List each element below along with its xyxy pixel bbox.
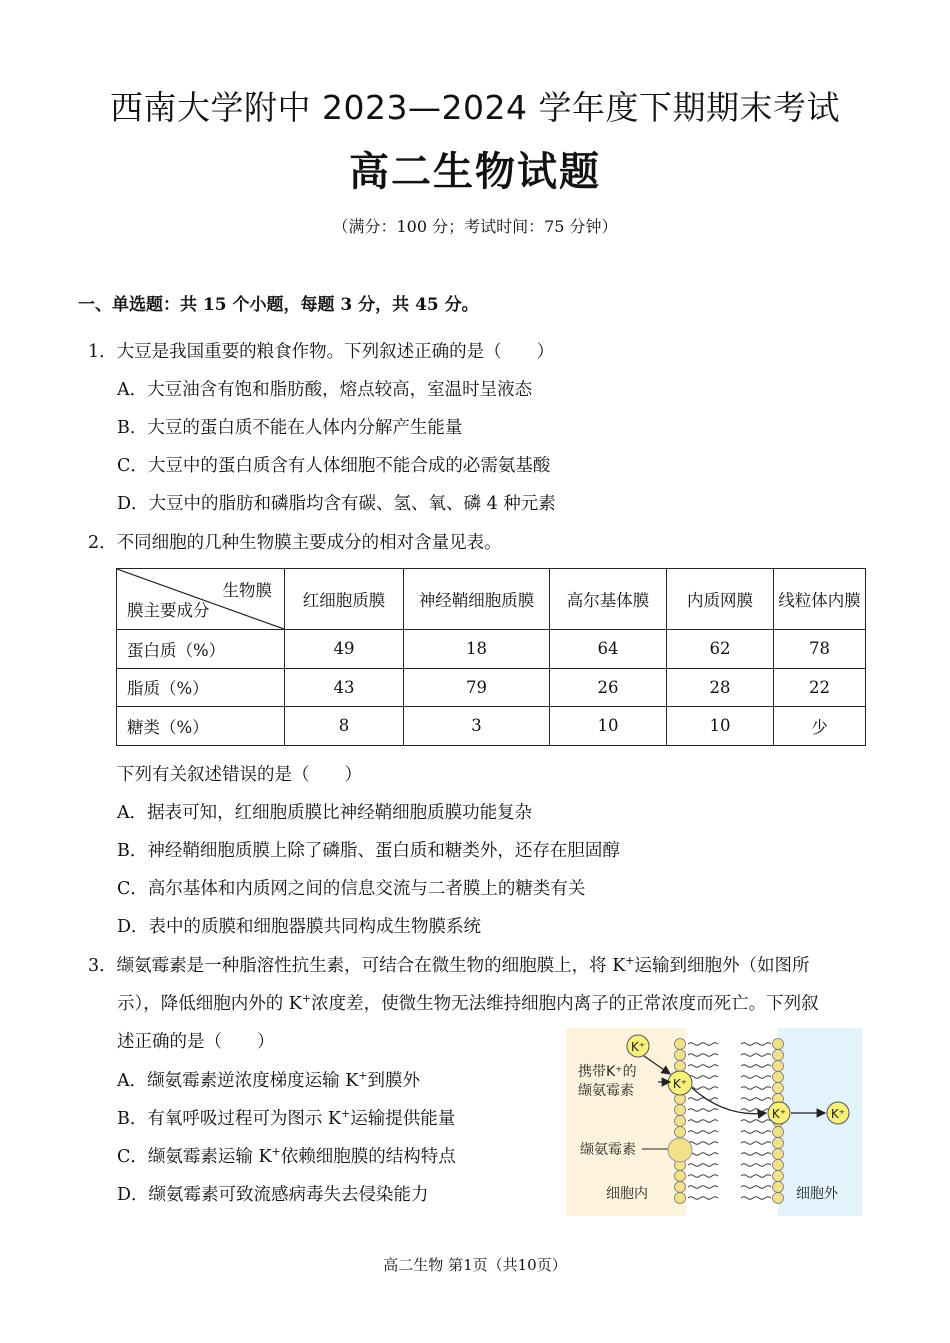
lipid-tail xyxy=(741,1043,771,1046)
table-row xyxy=(117,668,866,707)
lipid-tail xyxy=(688,1131,718,1134)
table-cell: 18 xyxy=(404,630,550,669)
lipid-tail xyxy=(741,1054,771,1057)
option-text: 到膜外 xyxy=(367,1071,420,1091)
exam-title: 西南大学附中 2023—2024 学年度下期期末考试 xyxy=(110,88,840,127)
corner-top-label: 生物膜 xyxy=(222,581,272,600)
lipid-head xyxy=(773,1171,784,1182)
lipid-tail xyxy=(688,1043,718,1046)
exam-info: （满分：100 分；考试时间：75 分钟） xyxy=(332,217,618,236)
lipid-head xyxy=(773,1160,784,1171)
option-text: D．缬氨霉素可致流感病毒失去侵染能力 xyxy=(117,1185,429,1205)
inside-label: 细胞内 xyxy=(606,1186,648,1202)
q2-option-c: C．高尔基体和内质网之间的信息交流与二者膜上的糖类有关 xyxy=(117,879,586,899)
lipid-head xyxy=(675,1171,686,1182)
superscript-plus: + xyxy=(341,1107,351,1121)
table-column-header: 线粒体内膜 xyxy=(774,569,866,630)
table-cell: 3 xyxy=(404,707,550,746)
q3-option-b xyxy=(117,1105,455,1130)
lipid-head xyxy=(675,1193,686,1204)
carrier-label-1: 携带K⁺的 xyxy=(578,1064,637,1080)
table-column-header: 高尔基体膜 xyxy=(550,569,667,630)
q1-option-c: C．大豆中的蛋白质含有人体细胞不能合成的必需氨基酸 xyxy=(117,456,551,476)
table-row-label: 蛋白质（%） xyxy=(117,630,285,669)
k-ion-outside xyxy=(827,1102,849,1124)
lipid-tail xyxy=(741,1076,771,1079)
lipid-tail xyxy=(741,1109,771,1112)
q3-stem-2b: 浓度差，使微生物无法维持细胞内离子的正常浓度而死亡。下列叙 xyxy=(311,994,819,1014)
subject-title: 高二生物试题 xyxy=(349,149,601,195)
lipid-tail xyxy=(688,1164,718,1167)
q1-option-a: A．大豆油含有饱和脂肪酸，熔点较高，室温时呈液态 xyxy=(117,380,533,400)
lipid-head xyxy=(773,1083,784,1094)
table-cell: 43 xyxy=(285,668,404,707)
membrane-diagram xyxy=(566,1028,862,1216)
lipid-head xyxy=(773,1193,784,1204)
lipid-tail xyxy=(741,1120,771,1123)
arrow xyxy=(692,1088,766,1114)
superscript-plus: + xyxy=(301,992,312,1006)
lipid-tail xyxy=(741,1087,771,1090)
q2-option-b: B．神经鞘细胞质膜上除了磷脂、蛋白质和糖类外，还存在胆固醇 xyxy=(117,841,620,861)
option-text: A．缬氨霉素逆浓度梯度运输 K xyxy=(117,1071,359,1091)
k-label: K⁺ xyxy=(672,1077,688,1091)
option-text: C．缬氨霉素运输 K xyxy=(117,1147,272,1167)
lipid-tail xyxy=(688,1120,718,1123)
lipid-head xyxy=(773,1061,784,1072)
q1-option-d: D．大豆中的脂肪和磷脂均含有碳、氢、氧、磷 4 种元素 xyxy=(117,494,556,514)
lipid-tail xyxy=(741,1065,771,1068)
table-row xyxy=(117,707,866,746)
lipid-tail xyxy=(688,1098,718,1101)
lipid-head xyxy=(773,1072,784,1083)
table-header-row xyxy=(117,569,866,630)
k-label: K⁺ xyxy=(630,1040,646,1054)
table-column-header: 红细胞质膜 xyxy=(285,569,404,630)
valinomycin-molecule xyxy=(668,1138,692,1162)
q2-stem: 2．不同细胞的几种生物膜主要成分的相对含量见表。 xyxy=(88,533,502,553)
lipid-tail xyxy=(688,1175,718,1178)
lipid-tail xyxy=(688,1186,718,1189)
lipid-tail xyxy=(688,1065,718,1068)
lipid-head xyxy=(675,1127,686,1138)
lipid-head xyxy=(675,1061,686,1072)
q3-stem-2a: 示），降低细胞内外的 K xyxy=(117,994,302,1014)
lipid-head xyxy=(675,1039,686,1050)
valinomycin-label: 缬氨霉素 xyxy=(580,1142,636,1158)
option-text: B．有氧呼吸过程可为图示 K xyxy=(117,1109,341,1129)
superscript-plus: + xyxy=(358,1069,368,1083)
k-ion-1 xyxy=(627,1035,649,1057)
superscript-plus: + xyxy=(625,954,635,968)
q3-stem-1a: 3．缬氨霉素是一种脂溶性抗生素，可结合在微生物的细胞膜上，将 K xyxy=(88,956,626,976)
q3-stem-line3: 述正确的是（ ） xyxy=(117,1032,275,1052)
table-row-label: 脂质（%） xyxy=(117,668,285,707)
q2-option-a: A．据表可知，红细胞质膜比神经鞘细胞质膜功能复杂 xyxy=(117,803,533,823)
k-label: K⁺ xyxy=(771,1107,787,1121)
page-footer: 高二生物 第1页（共10页） xyxy=(383,1256,567,1274)
outside-label: 细胞外 xyxy=(796,1186,838,1202)
k-label: K⁺ xyxy=(830,1107,846,1121)
q1-stem: 1．大豆是我国重要的粮食作物。下列叙述正确的是（ ） xyxy=(88,342,555,362)
table-cell: 64 xyxy=(550,630,667,669)
q3-stem-line1 xyxy=(88,952,810,977)
lipid-tail xyxy=(688,1153,718,1156)
section-heading: 一、单选题：共 15 个小题，每题 3 分，共 45 分。 xyxy=(78,295,479,315)
lipid-head xyxy=(675,1182,686,1193)
lipid-head xyxy=(773,1182,784,1193)
lipid-tail xyxy=(741,1153,771,1156)
lipid-head xyxy=(773,1149,784,1160)
q2-question: 下列有关叙述错误的是（ ） xyxy=(117,765,362,785)
k-ion-carried xyxy=(668,1071,692,1095)
table-row-label: 糖类（%） xyxy=(117,707,285,746)
q1-option-b: B．大豆的蛋白质不能在人体内分解产生能量 xyxy=(117,418,463,438)
table-cell: 28 xyxy=(667,668,774,707)
lipid-head xyxy=(675,1050,686,1061)
q3-stem-1b: 运输到细胞外（如图所 xyxy=(634,956,810,976)
lipid-tail xyxy=(688,1076,718,1079)
table-row xyxy=(117,630,866,669)
table-cell: 26 xyxy=(550,668,667,707)
k-ion-membrane xyxy=(768,1102,790,1124)
corner-bottom-label: 膜主要成分 xyxy=(127,601,210,620)
membrane-table xyxy=(116,568,866,746)
table-cell: 62 xyxy=(667,630,774,669)
option-text: 运输提供能量 xyxy=(350,1109,456,1129)
table-cell: 78 xyxy=(774,630,866,669)
table-cell: 10 xyxy=(550,707,667,746)
lipid-tail xyxy=(741,1197,771,1200)
q3-stem-line2 xyxy=(117,990,819,1015)
lipid-head xyxy=(773,1039,784,1050)
lipid-bilayer xyxy=(672,1039,787,1204)
lipid-head xyxy=(675,1116,686,1127)
table-cell: 少 xyxy=(774,707,866,746)
carrier-label-2: 缬氨霉素 xyxy=(578,1083,634,1099)
lipid-tail xyxy=(741,1131,771,1134)
table-cell: 8 xyxy=(285,707,404,746)
table-cell: 79 xyxy=(404,668,550,707)
table-cell: 49 xyxy=(285,630,404,669)
lipid-tail xyxy=(741,1175,771,1178)
lipid-tail xyxy=(741,1098,771,1101)
valinomycin-figure xyxy=(566,1028,862,1216)
lipid-head xyxy=(675,1105,686,1116)
lipid-head xyxy=(773,1050,784,1061)
table-corner-cell xyxy=(117,569,285,630)
superscript-plus: + xyxy=(271,1145,281,1159)
q3-option-c xyxy=(117,1143,456,1168)
lipid-head xyxy=(773,1127,784,1138)
lipid-tail xyxy=(688,1197,718,1200)
table-cell: 10 xyxy=(667,707,774,746)
lipid-tail xyxy=(741,1186,771,1189)
lipid-tail xyxy=(688,1142,718,1145)
lipid-head xyxy=(773,1138,784,1149)
lipid-tail xyxy=(741,1164,771,1167)
q3-option-a xyxy=(117,1067,420,1092)
table-cell: 22 xyxy=(774,668,866,707)
lipid-tail xyxy=(741,1142,771,1145)
q3-option-d xyxy=(117,1181,429,1206)
table-column-header: 内质网膜 xyxy=(667,569,774,630)
q2-option-d: D．表中的质膜和细胞器膜共同构成生物膜系统 xyxy=(117,917,482,937)
table-column-header: 神经鞘细胞质膜 xyxy=(404,569,550,630)
lipid-tail xyxy=(688,1109,718,1112)
lipid-tail xyxy=(688,1054,718,1057)
option-text: 依赖细胞膜的结构特点 xyxy=(280,1147,456,1167)
